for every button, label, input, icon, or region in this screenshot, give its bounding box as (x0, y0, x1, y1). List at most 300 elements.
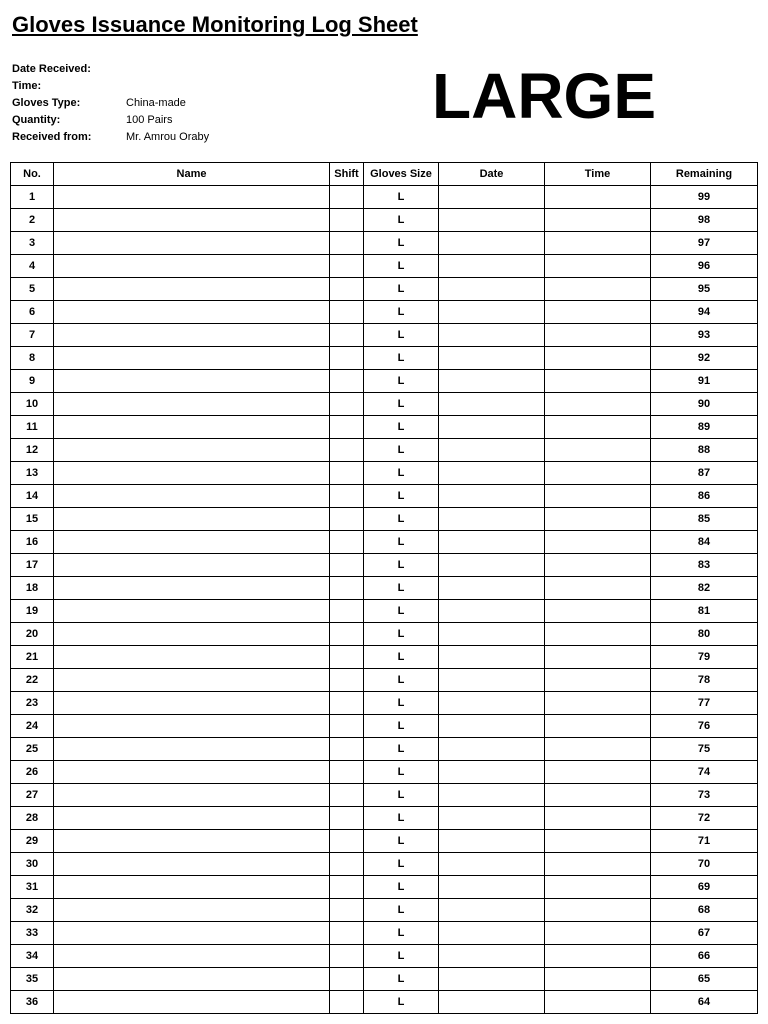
time-cell[interactable] (545, 991, 651, 1014)
name-cell[interactable] (54, 715, 330, 738)
remaining-cell: 77 (651, 692, 758, 715)
name-cell[interactable] (54, 531, 330, 554)
row-number-cell: 23 (11, 692, 54, 715)
shift-cell[interactable] (330, 646, 364, 669)
date-cell[interactable] (439, 577, 545, 600)
row-number-cell: 1 (11, 186, 54, 209)
time-cell[interactable] (545, 692, 651, 715)
page-title: Gloves Issuance Monitoring Log Sheet (12, 12, 418, 37)
remaining-cell: 80 (651, 623, 758, 646)
name-cell[interactable] (54, 784, 330, 807)
gloves-size-cell: L (364, 439, 439, 462)
shift-cell[interactable] (330, 784, 364, 807)
time-cell[interactable] (545, 715, 651, 738)
date-cell[interactable] (439, 646, 545, 669)
gloves-size-cell: L (364, 600, 439, 623)
table-row (11, 600, 758, 623)
name-cell[interactable] (54, 347, 330, 370)
gloves-size-cell: L (364, 761, 439, 784)
remaining-cell: 94 (651, 301, 758, 324)
date-cell[interactable] (439, 393, 545, 416)
time-cell[interactable] (545, 324, 651, 347)
date-cell[interactable] (439, 968, 545, 991)
gloves-size-cell: L (364, 853, 439, 876)
shift-cell[interactable] (330, 945, 364, 968)
time-cell[interactable] (545, 623, 651, 646)
row-number-cell: 21 (11, 646, 54, 669)
row-number-cell: 26 (11, 761, 54, 784)
name-cell[interactable] (54, 945, 330, 968)
name-cell[interactable] (54, 255, 330, 278)
time-cell[interactable] (545, 577, 651, 600)
date-cell[interactable] (439, 232, 545, 255)
info-row-gloves-type (12, 95, 209, 112)
row-number-cell: 4 (11, 255, 54, 278)
remaining-cell: 71 (651, 830, 758, 853)
row-number-cell: 25 (11, 738, 54, 761)
gloves-size-cell: L (364, 968, 439, 991)
row-number-cell: 16 (11, 531, 54, 554)
shift-cell[interactable] (330, 485, 364, 508)
shift-cell[interactable] (330, 278, 364, 301)
gloves-size-cell: L (364, 255, 439, 278)
date-cell[interactable] (439, 807, 545, 830)
column-header-remaining: Remaining (651, 163, 758, 186)
remaining-cell: 72 (651, 807, 758, 830)
name-cell[interactable] (54, 209, 330, 232)
remaining-cell: 89 (651, 416, 758, 439)
row-number-cell: 13 (11, 462, 54, 485)
row-number-cell: 17 (11, 554, 54, 577)
receipt-info (12, 61, 209, 146)
gloves-size-cell: L (364, 278, 439, 301)
time-cell[interactable] (545, 899, 651, 922)
shift-cell[interactable] (330, 761, 364, 784)
issuance-log-table (10, 162, 758, 1014)
date-cell[interactable] (439, 692, 545, 715)
gloves-size-heading: LARGE (432, 60, 656, 132)
date-cell[interactable] (439, 922, 545, 945)
gloves-size-cell: L (364, 646, 439, 669)
gloves-size-cell: L (364, 416, 439, 439)
gloves-size-cell: L (364, 991, 439, 1014)
name-cell[interactable] (54, 669, 330, 692)
row-number-cell: 20 (11, 623, 54, 646)
row-number-cell: 5 (11, 278, 54, 301)
name-cell[interactable] (54, 554, 330, 577)
gloves-size-cell: L (364, 807, 439, 830)
time-cell[interactable] (545, 600, 651, 623)
info-label: Quantity: (12, 114, 61, 126)
time-cell[interactable] (545, 554, 651, 577)
time-cell[interactable] (545, 876, 651, 899)
date-cell[interactable] (439, 462, 545, 485)
table-row (11, 416, 758, 439)
date-cell[interactable] (439, 209, 545, 232)
date-cell[interactable] (439, 554, 545, 577)
table-row (11, 439, 758, 462)
shift-cell[interactable] (330, 508, 364, 531)
time-cell[interactable] (545, 370, 651, 393)
shift-cell[interactable] (330, 232, 364, 255)
remaining-cell: 64 (651, 991, 758, 1014)
row-number-cell: 27 (11, 784, 54, 807)
gloves-size-cell: L (364, 715, 439, 738)
table-row (11, 554, 758, 577)
table-row (11, 853, 758, 876)
gloves-size-cell: L (364, 531, 439, 554)
info-row-quantity (12, 112, 209, 129)
time-cell[interactable] (545, 853, 651, 876)
row-number-cell: 19 (11, 600, 54, 623)
date-cell[interactable] (439, 301, 545, 324)
table-row (11, 991, 758, 1014)
date-cell[interactable] (439, 186, 545, 209)
name-cell[interactable] (54, 807, 330, 830)
remaining-cell: 73 (651, 784, 758, 807)
time-cell[interactable] (545, 531, 651, 554)
name-cell[interactable] (54, 830, 330, 853)
column-header-gloves-size: Gloves Size (364, 163, 439, 186)
column-header-name: Name (54, 163, 330, 186)
row-number-cell: 8 (11, 347, 54, 370)
date-cell[interactable] (439, 715, 545, 738)
date-cell[interactable] (439, 508, 545, 531)
column-header-no: No. (11, 163, 54, 186)
date-cell[interactable] (439, 991, 545, 1014)
shift-cell[interactable] (330, 853, 364, 876)
name-cell[interactable] (54, 968, 330, 991)
date-cell[interactable] (439, 784, 545, 807)
name-cell[interactable] (54, 232, 330, 255)
time-cell[interactable] (545, 439, 651, 462)
remaining-cell: 92 (651, 347, 758, 370)
remaining-cell: 99 (651, 186, 758, 209)
shift-cell[interactable] (330, 347, 364, 370)
time-cell[interactable] (545, 416, 651, 439)
table-row (11, 186, 758, 209)
table-row (11, 761, 758, 784)
time-cell[interactable] (545, 761, 651, 784)
date-cell[interactable] (439, 738, 545, 761)
column-header-time: Time (545, 163, 651, 186)
name-cell[interactable] (54, 991, 330, 1014)
gloves-size-cell: L (364, 301, 439, 324)
table-row (11, 899, 758, 922)
name-cell[interactable] (54, 439, 330, 462)
date-cell[interactable] (439, 761, 545, 784)
time-cell[interactable] (545, 784, 651, 807)
remaining-cell: 96 (651, 255, 758, 278)
table-row (11, 945, 758, 968)
shift-cell[interactable] (330, 416, 364, 439)
time-cell[interactable] (545, 278, 651, 301)
time-cell[interactable] (545, 186, 651, 209)
shift-cell[interactable] (330, 623, 364, 646)
table-row (11, 255, 758, 278)
gloves-size-cell: L (364, 554, 439, 577)
gloves-size-cell: L (364, 577, 439, 600)
row-number-cell: 33 (11, 922, 54, 945)
table-row (11, 692, 758, 715)
time-cell[interactable] (545, 485, 651, 508)
remaining-cell: 76 (651, 715, 758, 738)
table-row (11, 807, 758, 830)
name-cell[interactable] (54, 853, 330, 876)
name-cell[interactable] (54, 600, 330, 623)
shift-cell[interactable] (330, 807, 364, 830)
date-cell[interactable] (439, 347, 545, 370)
gloves-size-cell: L (364, 324, 439, 347)
table-row (11, 508, 758, 531)
remaining-cell: 85 (651, 508, 758, 531)
time-cell[interactable] (545, 508, 651, 531)
date-cell[interactable] (439, 324, 545, 347)
gloves-size-cell: L (364, 623, 439, 646)
info-label: Date Received: (12, 63, 91, 75)
date-cell[interactable] (439, 416, 545, 439)
date-cell[interactable] (439, 876, 545, 899)
name-cell[interactable] (54, 899, 330, 922)
shift-cell[interactable] (330, 301, 364, 324)
table-row (11, 830, 758, 853)
date-cell[interactable] (439, 623, 545, 646)
remaining-cell: 74 (651, 761, 758, 784)
name-cell[interactable] (54, 508, 330, 531)
shift-cell[interactable] (330, 600, 364, 623)
remaining-cell: 91 (651, 370, 758, 393)
name-cell[interactable] (54, 416, 330, 439)
gloves-size-cell: L (364, 232, 439, 255)
date-cell[interactable] (439, 485, 545, 508)
name-cell[interactable] (54, 485, 330, 508)
shift-cell[interactable] (330, 830, 364, 853)
remaining-cell: 97 (651, 232, 758, 255)
table-row (11, 922, 758, 945)
row-number-cell: 3 (11, 232, 54, 255)
time-cell[interactable] (545, 968, 651, 991)
gloves-size-cell: L (364, 669, 439, 692)
name-cell[interactable] (54, 301, 330, 324)
time-cell[interactable] (545, 232, 651, 255)
remaining-cell: 65 (651, 968, 758, 991)
gloves-size-cell: L (364, 485, 439, 508)
row-number-cell: 12 (11, 439, 54, 462)
name-cell[interactable] (54, 692, 330, 715)
row-number-cell: 29 (11, 830, 54, 853)
shift-cell[interactable] (330, 462, 364, 485)
date-cell[interactable] (439, 899, 545, 922)
row-number-cell: 18 (11, 577, 54, 600)
shift-cell[interactable] (330, 991, 364, 1014)
date-cell[interactable] (439, 853, 545, 876)
table-row (11, 209, 758, 232)
time-cell[interactable] (545, 301, 651, 324)
time-cell[interactable] (545, 922, 651, 945)
shift-cell[interactable] (330, 393, 364, 416)
time-cell[interactable] (545, 646, 651, 669)
date-cell[interactable] (439, 278, 545, 301)
info-row-time (12, 78, 209, 95)
gloves-size-cell: L (364, 393, 439, 416)
remaining-cell: 88 (651, 439, 758, 462)
info-label: Gloves Type: (12, 97, 81, 109)
name-cell[interactable] (54, 623, 330, 646)
row-number-cell: 6 (11, 301, 54, 324)
gloves-size-cell: L (364, 738, 439, 761)
date-cell[interactable] (439, 439, 545, 462)
gloves-size-cell: L (364, 899, 439, 922)
row-number-cell: 28 (11, 807, 54, 830)
shift-cell[interactable] (330, 968, 364, 991)
name-cell[interactable] (54, 278, 330, 301)
shift-cell[interactable] (330, 738, 364, 761)
row-number-cell: 35 (11, 968, 54, 991)
table-row (11, 968, 758, 991)
date-cell[interactable] (439, 531, 545, 554)
remaining-cell: 78 (651, 669, 758, 692)
table-row (11, 646, 758, 669)
info-value: 100 Pairs (126, 114, 173, 126)
name-cell[interactable] (54, 577, 330, 600)
date-cell[interactable] (439, 669, 545, 692)
time-cell[interactable] (545, 830, 651, 853)
shift-cell[interactable] (330, 209, 364, 232)
remaining-cell: 70 (651, 853, 758, 876)
table-row (11, 370, 758, 393)
shift-cell[interactable] (330, 715, 364, 738)
remaining-cell: 98 (651, 209, 758, 232)
shift-cell[interactable] (330, 324, 364, 347)
info-value: Mr. Amrou Oraby (126, 131, 210, 143)
date-cell[interactable] (439, 600, 545, 623)
remaining-cell: 90 (651, 393, 758, 416)
date-cell[interactable] (439, 255, 545, 278)
row-number-cell: 11 (11, 416, 54, 439)
table-row (11, 462, 758, 485)
row-number-cell: 24 (11, 715, 54, 738)
remaining-cell: 87 (651, 462, 758, 485)
shift-cell[interactable] (330, 531, 364, 554)
shift-cell[interactable] (330, 439, 364, 462)
row-number-cell: 34 (11, 945, 54, 968)
info-label: Received from: (12, 131, 92, 143)
gloves-size-cell: L (364, 830, 439, 853)
shift-cell[interactable] (330, 692, 364, 715)
gloves-size-cell: L (364, 370, 439, 393)
date-cell[interactable] (439, 830, 545, 853)
time-cell[interactable] (545, 807, 651, 830)
gloves-size-cell: L (364, 876, 439, 899)
row-number-cell: 15 (11, 508, 54, 531)
gloves-size-cell: L (364, 209, 439, 232)
table-row (11, 577, 758, 600)
remaining-cell: 84 (651, 531, 758, 554)
shift-cell[interactable] (330, 876, 364, 899)
info-value: China-made (126, 97, 186, 109)
remaining-cell: 67 (651, 922, 758, 945)
remaining-cell: 83 (651, 554, 758, 577)
table-row (11, 669, 758, 692)
date-cell[interactable] (439, 370, 545, 393)
column-header-date: Date (439, 163, 545, 186)
name-cell[interactable] (54, 186, 330, 209)
time-cell[interactable] (545, 462, 651, 485)
remaining-cell: 69 (651, 876, 758, 899)
remaining-cell: 66 (651, 945, 758, 968)
remaining-cell: 68 (651, 899, 758, 922)
gloves-size-cell: L (364, 784, 439, 807)
remaining-cell: 86 (651, 485, 758, 508)
name-cell[interactable] (54, 761, 330, 784)
row-number-cell: 22 (11, 669, 54, 692)
time-cell[interactable] (545, 209, 651, 232)
time-cell[interactable] (545, 945, 651, 968)
table-row (11, 715, 758, 738)
shift-cell[interactable] (330, 255, 364, 278)
info-row-received-from (12, 129, 209, 146)
shift-cell[interactable] (330, 554, 364, 577)
name-cell[interactable] (54, 876, 330, 899)
shift-cell[interactable] (330, 922, 364, 945)
table-row (11, 623, 758, 646)
gloves-size-cell: L (364, 692, 439, 715)
gloves-size-cell: L (364, 186, 439, 209)
table-row (11, 531, 758, 554)
time-cell[interactable] (545, 738, 651, 761)
remaining-cell: 75 (651, 738, 758, 761)
name-cell[interactable] (54, 922, 330, 945)
name-cell[interactable] (54, 393, 330, 416)
date-cell[interactable] (439, 945, 545, 968)
gloves-size-cell: L (364, 462, 439, 485)
row-number-cell: 30 (11, 853, 54, 876)
row-number-cell: 9 (11, 370, 54, 393)
name-cell[interactable] (54, 646, 330, 669)
row-number-cell: 36 (11, 991, 54, 1014)
gloves-size-cell: L (364, 508, 439, 531)
table-row (11, 876, 758, 899)
shift-cell[interactable] (330, 370, 364, 393)
gloves-size-cell: L (364, 347, 439, 370)
time-cell[interactable] (545, 347, 651, 370)
table-row (11, 738, 758, 761)
remaining-cell: 93 (651, 324, 758, 347)
name-cell[interactable] (54, 324, 330, 347)
shift-cell[interactable] (330, 577, 364, 600)
row-number-cell: 14 (11, 485, 54, 508)
table-row (11, 232, 758, 255)
gloves-size-cell: L (364, 945, 439, 968)
table-body (11, 186, 758, 1014)
shift-cell[interactable] (330, 669, 364, 692)
column-header-shift: Shift (330, 163, 364, 186)
time-cell[interactable] (545, 393, 651, 416)
time-cell[interactable] (545, 669, 651, 692)
name-cell[interactable] (54, 738, 330, 761)
time-cell[interactable] (545, 255, 651, 278)
table-row (11, 485, 758, 508)
shift-cell[interactable] (330, 899, 364, 922)
table-row (11, 347, 758, 370)
info-label: Time: (12, 80, 42, 92)
shift-cell[interactable] (330, 186, 364, 209)
name-cell[interactable] (54, 370, 330, 393)
name-cell[interactable] (54, 462, 330, 485)
remaining-cell: 95 (651, 278, 758, 301)
table-row (11, 784, 758, 807)
row-number-cell: 32 (11, 899, 54, 922)
